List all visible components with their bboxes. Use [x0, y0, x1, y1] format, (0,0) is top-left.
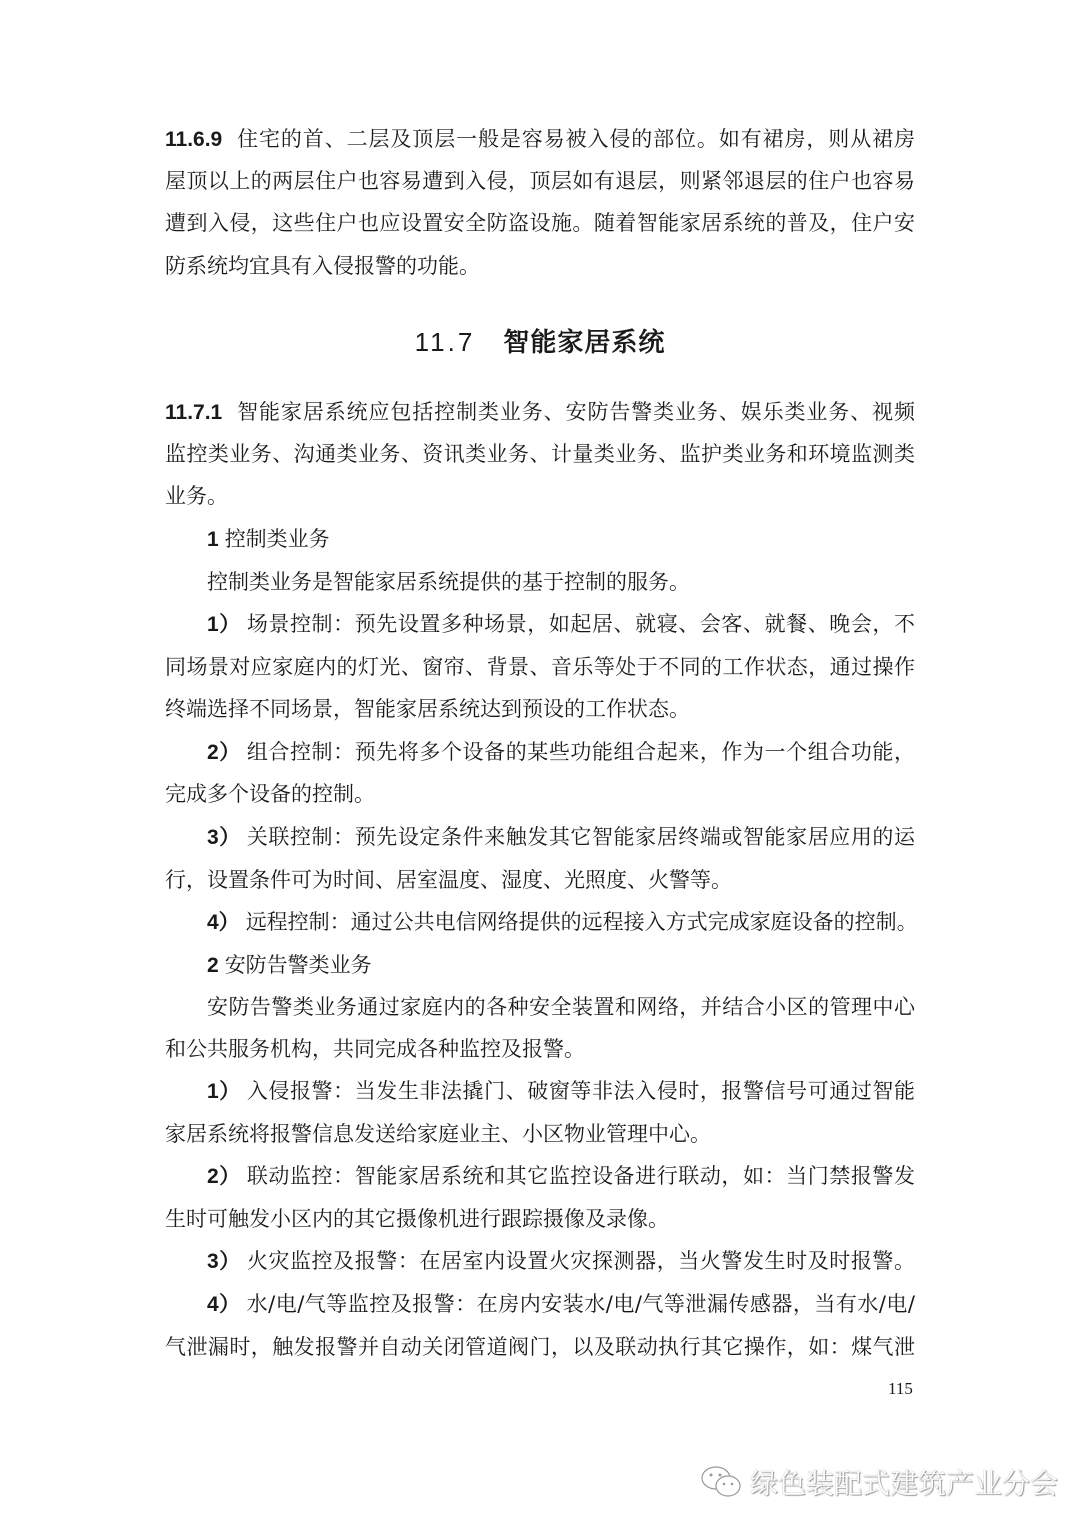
- line-text: 监控类业务、沟通类业务、资讯类业务、计量类业务、监护类业务和环境监测类: [165, 442, 915, 466]
- text-line: [165, 1034, 915, 1064]
- text-line: [207, 1289, 915, 1320]
- text-line: [165, 1119, 915, 1149]
- text-line: [165, 1204, 915, 1234]
- text-line: [207, 567, 915, 597]
- text-line: [165, 208, 915, 238]
- line-text: 终端选择不同场景，智能家居系统达到预设的工作状态。: [165, 697, 690, 721]
- section-title: 智能家居系统: [503, 328, 666, 358]
- page-number: 115: [888, 1379, 913, 1398]
- text-line: [165, 251, 915, 281]
- text-line: [207, 737, 915, 768]
- text-line: [165, 694, 915, 724]
- text-line: [165, 166, 915, 196]
- text-line: [207, 524, 915, 555]
- text-line: [207, 609, 915, 640]
- line-text: 遭到入侵，这些住户也应设置安全防盗设施。随着智能家居系统的普及，住户安: [165, 211, 915, 235]
- line-text: 行，设置条件可为时间、居室温度、湿度、光照度、火警等。: [165, 868, 732, 892]
- line-text: 安防告警类业务: [224, 953, 372, 977]
- text-line: [207, 907, 918, 938]
- line-text: 和公共服务机构，共同完成各种监控及报警。: [165, 1037, 585, 1061]
- clause-number: 4）: [207, 1293, 241, 1316]
- section-number: 11.7: [414, 327, 476, 357]
- text-line: [207, 1246, 915, 1277]
- clause-number: 4）: [207, 911, 240, 934]
- clause-number: 1）: [207, 613, 241, 636]
- text-line: [165, 397, 915, 428]
- clause-number: 1: [207, 528, 219, 551]
- line-text: 联动监控：智能家居系统和其它监控设备进行联动，如：当门禁报警发: [246, 1164, 915, 1188]
- text-line: [207, 992, 915, 1022]
- wechat-icon: [700, 1464, 744, 1500]
- clause-number: 1）: [207, 1080, 241, 1103]
- line-text: 屋顶以上的两层住户也容易遭到入侵，顶层如有退层，则紧邻退层的住户也容易: [165, 169, 915, 193]
- line-text: 家居系统将报警信息发送给家庭业主、小区物业管理中心。: [165, 1122, 711, 1146]
- section-heading: [0, 322, 1080, 359]
- line-text: 水/电/气等监控及报警：在房内安装水/电/气等泄漏传感器，当有水/电/: [246, 1292, 915, 1316]
- line-text: 关联控制：预先设定条件来触发其它智能家居终端或智能家居应用的运: [246, 825, 915, 849]
- text-line: [165, 124, 915, 155]
- clause-number: 3）: [207, 826, 241, 849]
- clause-number: 11.7.1: [165, 401, 223, 424]
- watermark: [700, 1462, 1058, 1502]
- clause-number: 2）: [207, 741, 241, 764]
- text-line: [165, 865, 915, 895]
- line-text: 业务。: [165, 484, 228, 508]
- text-line: [207, 1161, 915, 1192]
- text-line: [165, 1332, 915, 1362]
- line-text: 场景控制：预先设置多种场景，如起居、就寝、会客、就餐、晚会，不: [246, 612, 915, 636]
- line-text: 入侵报警：当发生非法撬门、破窗等非法入侵时，报警信号可通过智能: [246, 1079, 915, 1103]
- clause-number: 11.6.9: [165, 128, 223, 151]
- line-text: 远程控制：通过公共电信网络提供的远程接入方式完成家庭设备的控制。: [245, 910, 918, 934]
- clause-number: 2）: [207, 1165, 241, 1188]
- line-text: 生时可触发小区内的其它摄像机进行跟踪摄像及录像。: [165, 1207, 669, 1231]
- text-line: [207, 950, 915, 981]
- line-text: 完成多个设备的控制。: [165, 782, 375, 806]
- text-line: [207, 1076, 915, 1107]
- text-line: [165, 439, 915, 469]
- line-text: 控制类业务是智能家居系统提供的基于控制的服务。: [207, 570, 690, 594]
- line-text: 同场景对应家庭内的灯光、窗帘、背景、音乐等处于不同的工作状态，通过操作: [165, 655, 915, 679]
- line-text: 防系统均宜具有入侵报警的功能。: [165, 254, 480, 278]
- text-line: [165, 779, 915, 809]
- text-line: [207, 822, 915, 853]
- line-text: 组合控制：预先将多个设备的某些功能组合起来，作为一个组合功能，: [246, 740, 915, 764]
- text-line: [165, 652, 915, 682]
- line-text: 安防告警类业务通过家庭内的各种安全装置和网络，并结合小区的管理中心: [207, 995, 915, 1019]
- line-text: 住宅的首、二层及顶层一般是容易被入侵的部位。如有裙房，则从裙房: [236, 127, 915, 151]
- line-text: 气泄漏时，触发报警并自动关闭管道阀门，以及联动执行其它操作，如：煤气泄: [165, 1335, 915, 1359]
- clause-number: 2: [207, 954, 219, 977]
- watermark-text: 绿色装配式建筑产业分会: [750, 1467, 1059, 1500]
- clause-number: 3）: [207, 1250, 241, 1273]
- line-text: 智能家居系统应包括控制类业务、安防告警类业务、娱乐类业务、视频: [236, 400, 915, 424]
- line-text: 火灾监控及报警：在居室内设置火灾探测器，当火警发生时及时报警。: [246, 1249, 915, 1273]
- line-text: 控制类业务: [224, 527, 330, 551]
- text-line: [165, 481, 915, 511]
